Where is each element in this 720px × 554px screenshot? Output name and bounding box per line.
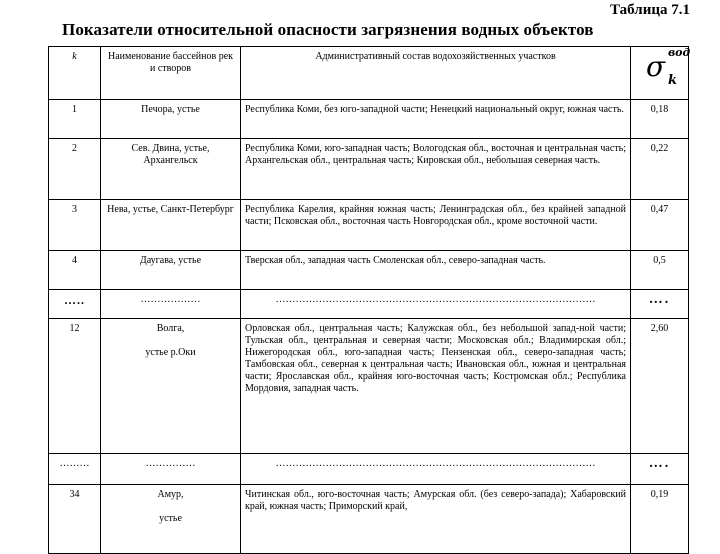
ellipsis-basin: ……………… — [101, 290, 241, 319]
cell-k: 4 — [49, 251, 101, 290]
cell-admin: Тверская обл., западная часть Смоленская обл., северо-западная часть. — [241, 251, 631, 290]
cell-basin: Сев. Двина, устье, Архангельск — [101, 139, 241, 200]
table-header-row — [49, 47, 689, 100]
sigma-superscript: вод — [667, 46, 691, 59]
page-title: Показатели относительной опасности загрязнения водных объектов — [62, 20, 594, 39]
sigma-subscript: k — [667, 73, 677, 88]
table-row — [49, 139, 689, 200]
header-admin: Административный состав водохозяйственных участков — [241, 47, 631, 100]
table-row — [49, 251, 689, 290]
cell-admin: Орловская обл., центральная часть; Калужская обл., без небольшой запад-ной части; Тульская обл., центральная и северная части; Московская обл.; Владимирская обл.; Нижегородская обл., юго-западная часть; Пензенская обл., северо-западная часть; Тамбовская обл., северная к центральная часть; Ивановская обл., южная и центральная части; Ярославская обл., крайняя юго-восточная часть; Костромская обл.; Республика Мордовия, западная часть. — [241, 319, 631, 454]
cell-k: 34 — [49, 485, 101, 554]
cell-admin: Республика Коми, без юго-западной части; Ненецкий национальный округ, южная часть. — [241, 100, 631, 139]
cell-admin: Республика Карелия, крайняя южная часть; Ленинградская обл., без крайней западной части; Псковская обл., восточная часть Новгородская обл., кроме восточной части. — [241, 200, 631, 251]
table-row — [49, 200, 689, 251]
ellipsis-value: …. — [631, 454, 689, 485]
table-row — [49, 485, 689, 554]
header-k: k — [49, 47, 101, 100]
ellipsis-value: …. — [631, 290, 689, 319]
cell-value: 0,18 — [631, 100, 689, 139]
cell-k: 1 — [49, 100, 101, 139]
cell-basin: Волга, устье р.Оки — [101, 319, 241, 454]
ellipsis-admin: …………………………………………………………………………………… — [241, 290, 631, 319]
header-sigma — [631, 47, 689, 100]
cell-basin: Печора, устье — [101, 100, 241, 139]
ellipsis-basin: …………… — [101, 454, 241, 485]
table-row — [49, 319, 689, 454]
cell-k: 3 — [49, 200, 101, 251]
table-row — [49, 100, 689, 139]
ellipsis-k: ……… — [49, 454, 101, 485]
table-caption: Таблица 7.1 — [610, 2, 690, 18]
cell-basin: Амур, устье — [101, 485, 241, 554]
ellipsis-row — [49, 290, 689, 319]
cell-k: 12 — [49, 319, 101, 454]
cell-basin: Даугава, устье — [101, 251, 241, 290]
cell-admin: Читинская обл., юго-восточная часть; Амурская обл. (без северо-запада); Хабаровский край, южная часть; Приморский край, — [241, 485, 631, 554]
cell-value: 0,47 — [631, 200, 689, 251]
cell-admin: Республика Коми, юго-западная часть; Вологодская обл., восточная и центральная часть; Архангельская обл., центральная часть; Кировская обл., небольшая северная часть. — [241, 139, 631, 200]
cell-k: 2 — [49, 139, 101, 200]
ellipsis-admin: …………………………………………………………………………………… — [241, 454, 631, 485]
cell-value: 0,22 — [631, 139, 689, 200]
ellipsis-k: ….. — [49, 290, 101, 319]
cell-value: 0,5 — [631, 251, 689, 290]
ellipsis-row — [49, 454, 689, 485]
hazard-table — [48, 46, 689, 554]
sigma-symbol: σ вод k — [645, 46, 691, 88]
cell-basin: Нева, устье, Санкт-Петербург — [101, 200, 241, 251]
cell-value: 2,60 — [631, 319, 689, 454]
header-basin: Наименование бассейнов рек и створов — [101, 47, 241, 100]
cell-value: 0,19 — [631, 485, 689, 554]
